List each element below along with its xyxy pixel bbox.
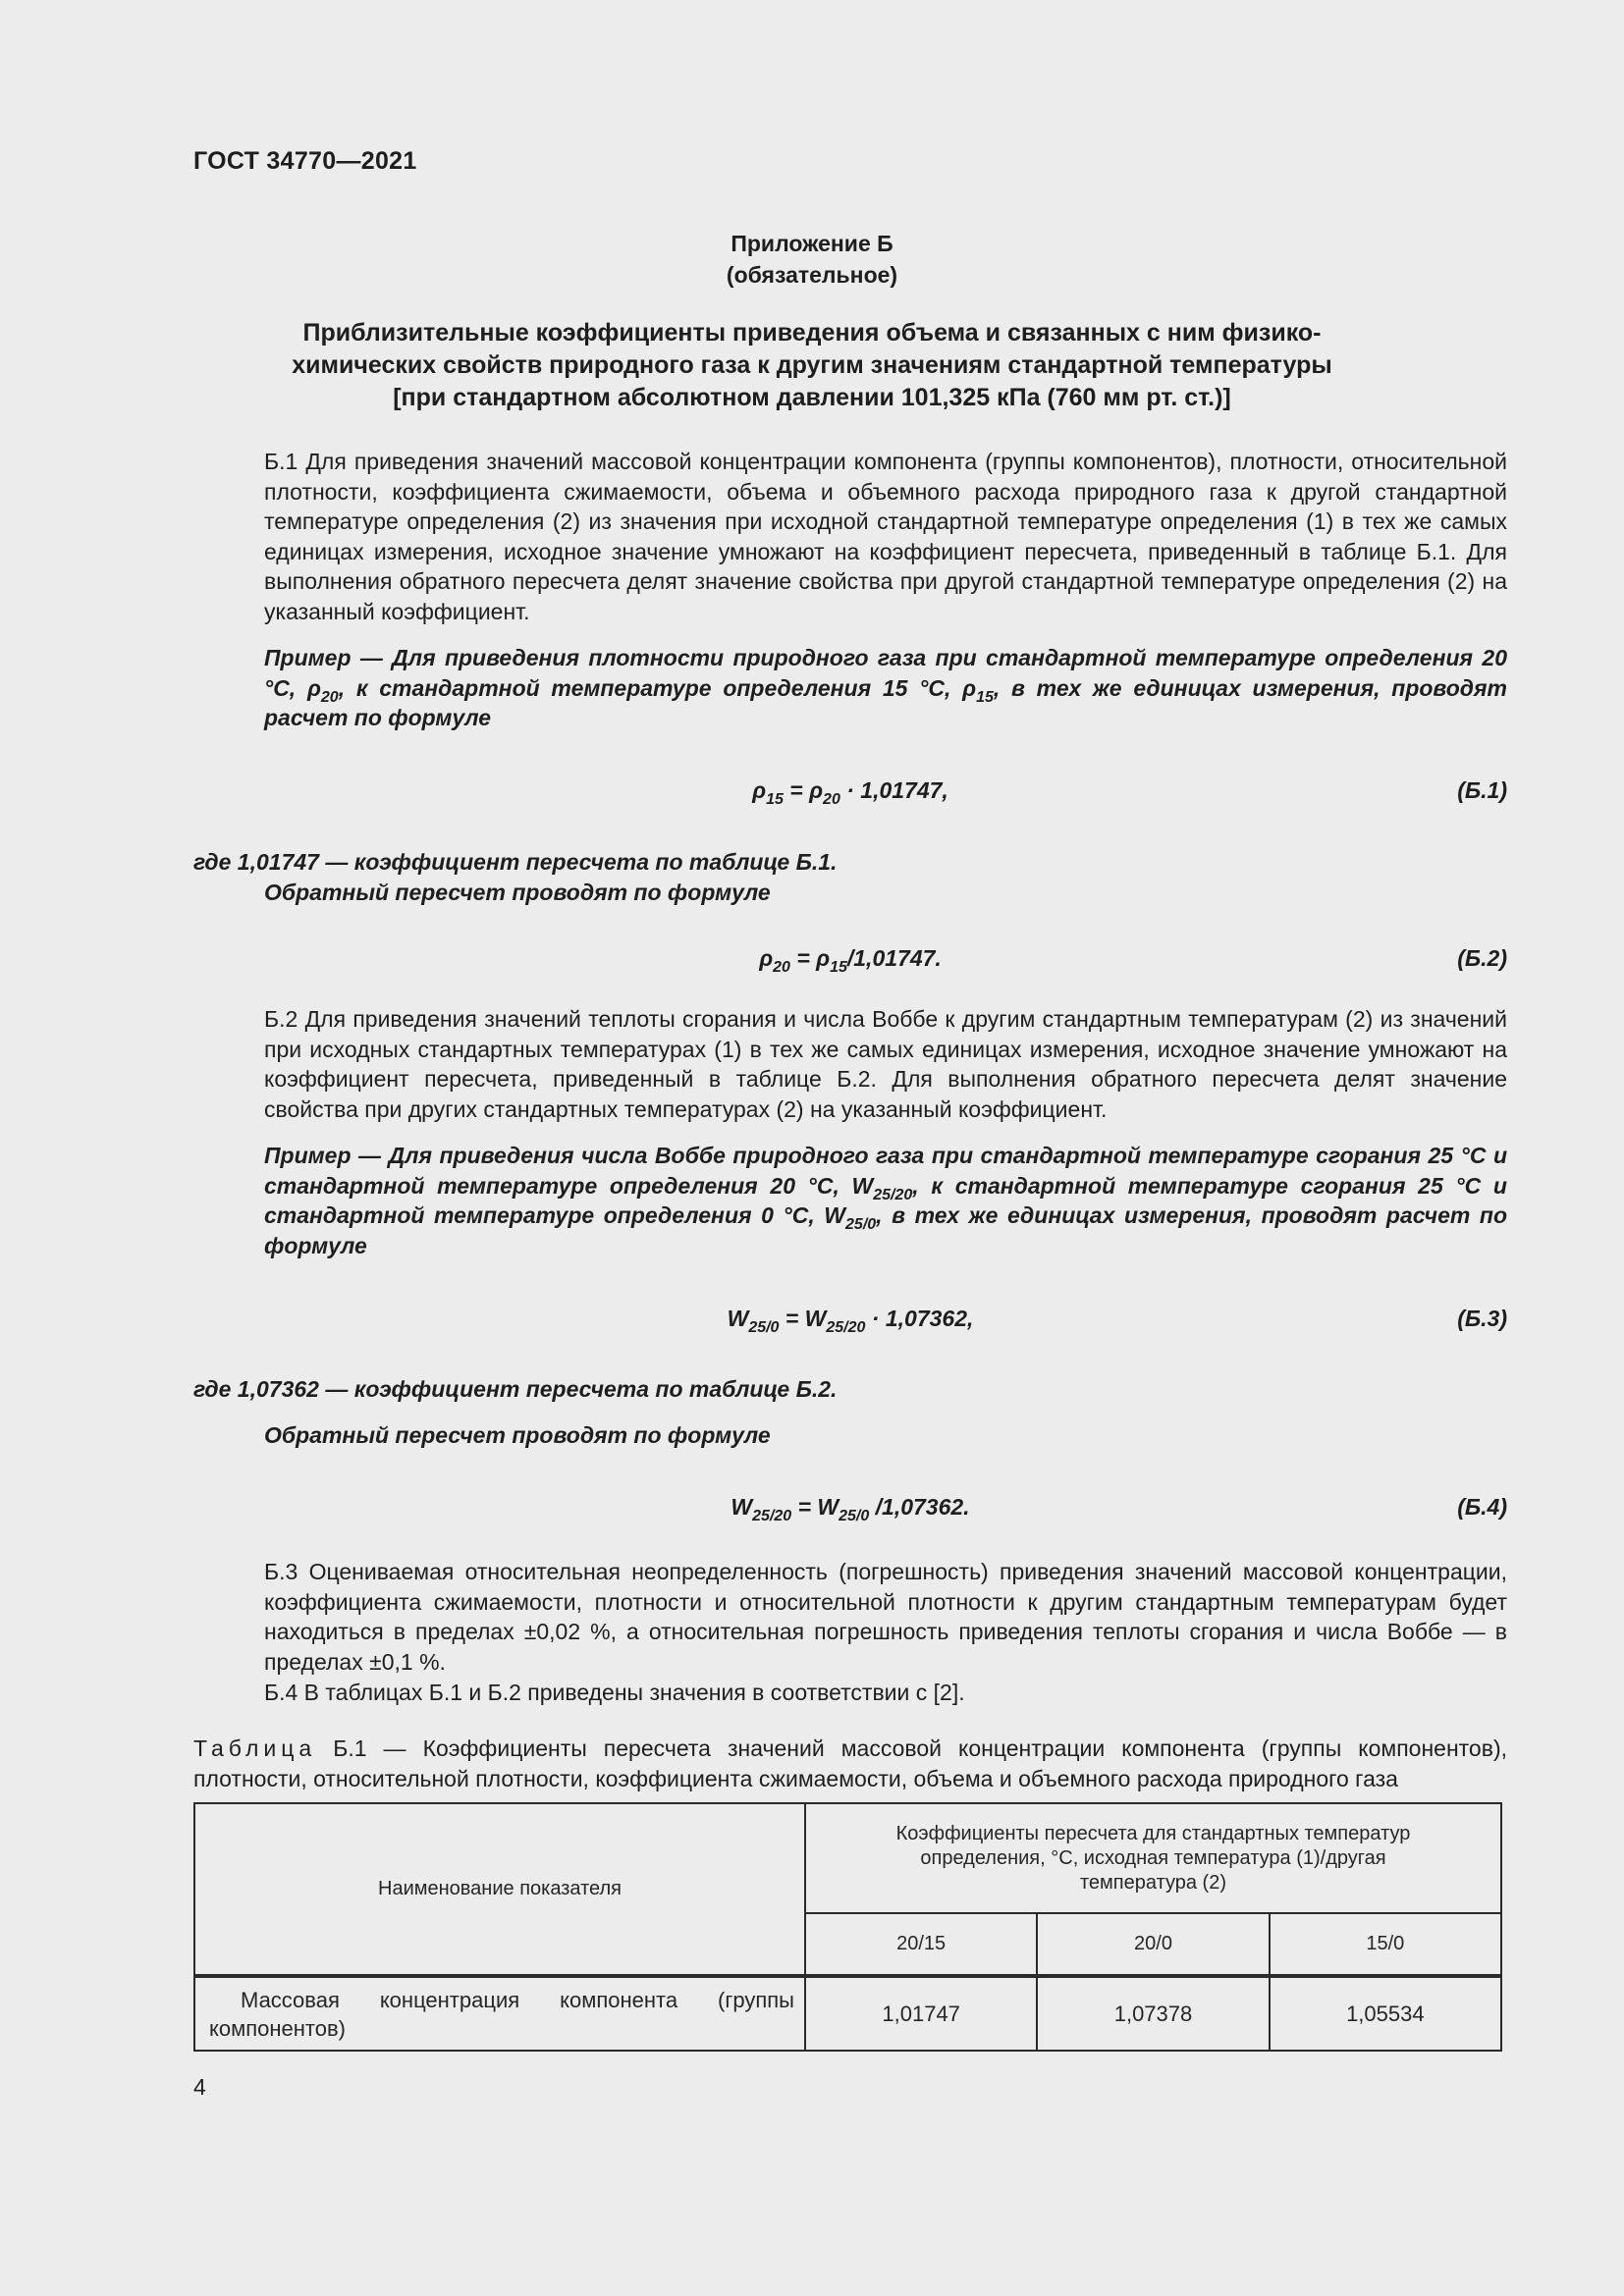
- table-cell-value: 1,07378: [1037, 1976, 1269, 2051]
- formula-expression: $W_{25/20} = W_{25/0}$ /1,07362.: [731, 1494, 970, 1524]
- where-note-1: где 1,01747 — коэффициент пересчета по таблице Б.1.: [193, 849, 838, 875]
- table-header-group: Коэффициенты пересчета для стандартных температур определения, °С, исходная температура (1)/другая температура (2): [805, 1803, 1501, 1913]
- table-subheader-cell: 15/0: [1270, 1913, 1501, 1976]
- table-subheader-cell: 20/0: [1037, 1913, 1269, 1976]
- formula-number: (Б.1): [1457, 777, 1507, 803]
- annex-status: (обязательное): [726, 262, 898, 288]
- formula-b4: [193, 1494, 1507, 1527]
- main-title: [226, 317, 1398, 414]
- main-title-line: [при стандартном абсолютном давлении 101,325 кПа (760 мм рт. ст.)]: [393, 384, 1231, 411]
- example-1: Пример — Для приведения плотности природного газа при стандартной температуре определения 20 °С, $\rho_{20}$, к стандартной температуре определения 15 °С, $\rho_{15}$, в тех же единицах измерения, проводят расчет по формуле: [264, 645, 1508, 730]
- formula-expression: $\rho_{20} = \rho_{15}/1,01747$.: [759, 945, 942, 976]
- example-2: Пример — Для приведения числа Воббе природного газа при стандартной температуре сгорания 25 °С и стандартной температуре определения 20 °С, $W_{25/20}$, к стандартной температуре сгорания 25 °С и стандартной температуре определения 0 °С, $W_{25/0}$, в тех же единицах измерения, проводят расчет по формуле: [264, 1143, 1508, 1258]
- paragraph-b3: Б.3 Оцениваемая относительная неопределенность (погрешность) приведения значений массовой концентрации, коэффициента сжимаемости, плотности и относительной плотности к другим стандартным температурам будет находиться в пределах ±0,02 %, а относительная погрешность приведения теплоты сгорания и числа Воббе — в пределах ±0,1 %.: [264, 1559, 1507, 1675]
- formula-b1: [193, 777, 1507, 811]
- where-note-2: где 1,07362 — коэффициент пересчета по таблице Б.2.: [193, 1376, 838, 1402]
- document-header: ГОСТ 34770—2021: [193, 147, 417, 175]
- table-row: [194, 1976, 1501, 2051]
- formula-number: (Б.4): [1457, 1494, 1507, 1520]
- table-cell-name: Массовая концентрация компонента (группы компонентов): [194, 1976, 805, 2051]
- main-title-line: Приблизительные коэффициенты приведения объема и связанных с ним физико-: [302, 319, 1322, 347]
- reverse-note-1: Обратный пересчет проводят по формуле: [264, 880, 771, 905]
- paragraph-b2: Б.2 Для приведения значений теплоты сгорания и числа Воббе к другим стандартным температурам (2) из значений при исходных стандартных температурах (1) в тех же самых единицах измерения, исходное значение умножают на коэффициент пересчета, приведенный в таблице Б.2. Для выполнения обратного пересчета делят значение свойства при других стандартных температурах (2) на указанный коэффициент.: [264, 1006, 1507, 1122]
- paragraph-b4: Б.4 В таблицах Б.1 и Б.2 приведены значения в соответствии с [2].: [264, 1680, 965, 1705]
- table-caption-text: Б.1 — Коэффициенты пересчета значений массовой концентрации компонента (группы компонентов), плотности, относительной плотности, коэффициента сжимаемости, объема и объемного расхода природного газа: [193, 1735, 1507, 1791]
- formula-b2: [193, 945, 1507, 979]
- table-caption: [193, 1734, 1507, 1793]
- conversion-table: [193, 1802, 1502, 2052]
- paragraph-b1: Б.1 Для приведения значений массовой концентрации компонента (группы компонентов), плотности, относительной плотности, коэффициента сжимаемости, объема и объемного расхода природного газа к другой стандартной температуре определения (2) из значения при исходной стандартной температуре определения (1) в тех же самых единицах измерения, исходное значение умножают на коэффициент пересчета, приведенный в таблице Б.1. Для выполнения обратного пересчета делят значение свойства при другой стандартной температуре определения (2) на указанный коэффициент.: [264, 449, 1507, 624]
- formula-expression: $W_{25/0} = W_{25/20} \cdot 1,07362$,: [727, 1306, 974, 1336]
- table-caption-label: Таблица: [193, 1735, 317, 1761]
- main-title-line: химических свойств природного газа к другим значениям стандартной температуры: [292, 351, 1332, 379]
- reverse-note-2: Обратный пересчет проводят по формуле: [264, 1422, 771, 1448]
- table-header-row: [194, 1803, 1501, 1913]
- formula-expression: $\rho_{15} = \rho_{20} \cdot 1,01747$,: [752, 777, 948, 808]
- formula-number: (Б.3): [1457, 1306, 1507, 1331]
- table-subheader-cell: 20/15: [805, 1913, 1037, 1976]
- page-number: 4: [193, 2074, 206, 2100]
- table-header-name: Наименование показателя: [194, 1803, 805, 1976]
- annex-title: Приложение Б: [731, 231, 893, 256]
- formula-number: (Б.2): [1457, 945, 1507, 971]
- table-cell-value: 1,05534: [1270, 1976, 1501, 2051]
- annex-heading: [0, 228, 1624, 291]
- formula-b3: [193, 1306, 1507, 1339]
- table-cell-value: 1,01747: [805, 1976, 1037, 2051]
